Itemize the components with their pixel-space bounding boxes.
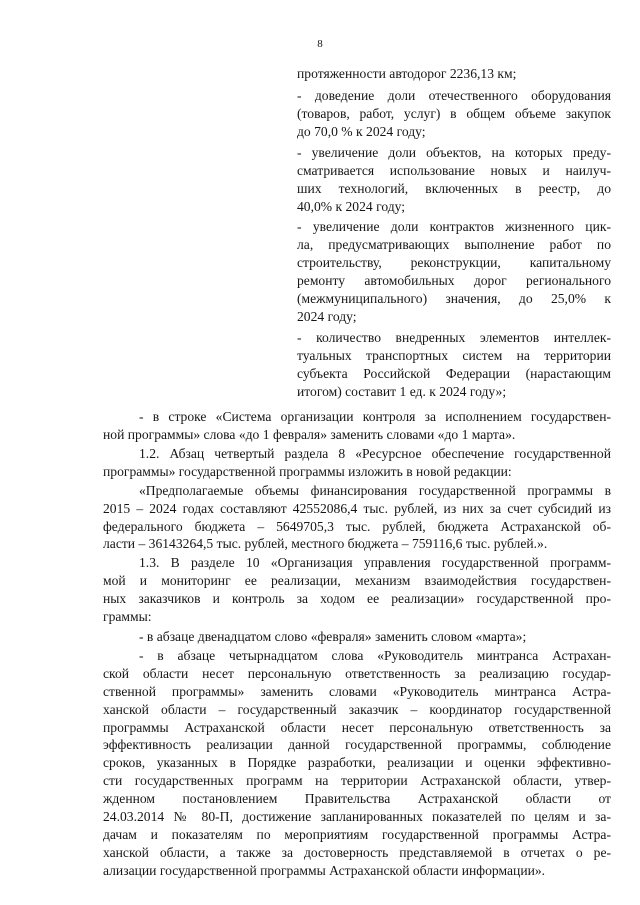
body-line: 1.3. В разделе 10 «Организация управления государственной программ- (139, 555, 611, 570)
right-column-line: 40,0% к 2024 году; (297, 199, 406, 214)
body-line: ханской области, а также за достоверность представляемой в отчетах о ре- (103, 845, 611, 860)
body-line: федерального бюджета – 5649705,3 тыс. рублей, бюджета Астраханской об- (103, 519, 611, 534)
right-column-line: (межмуниципального) значения, до 25,0% к (297, 291, 611, 306)
body-line: эффективность реализации данной государственной программы, соблюдение (103, 737, 611, 752)
body-line: мой и мониторинг ее реализации, механизм взаимодействия государствен- (103, 573, 611, 588)
right-column-line: строительству, реконструкции, капитальному (297, 255, 611, 270)
page-number: 8 (317, 38, 323, 50)
right-column-line: - количество внедренных элементов интеллек- (297, 330, 611, 345)
body-line: сроков, указанных в Порядке разработки, реализации и оценки эффективно- (103, 755, 611, 770)
body-line: ной программы» слова «до 1 февраля» заменить словами «до 1 марта». (103, 427, 516, 442)
body-line: - в абзаце четырнадцатом слова «Руководитель минтранса Астрахан- (139, 648, 611, 663)
body-line: программы Астраханской области несет персональную ответственность за (103, 720, 611, 735)
body-line: жденном постановлением Правительства Астраханской области от (103, 791, 611, 806)
body-line: граммы: (103, 609, 152, 624)
right-column-line: - увеличение доли объектов, на которых преду- (297, 145, 611, 160)
body-line: программы» государственной программы изложить в новой редакции: (103, 464, 512, 479)
body-line: «Предполагаемые объемы финансирования государственной программы в (139, 483, 611, 498)
right-column-line: до 70,0 % к 2024 году; (297, 124, 426, 139)
right-column-line: субъекта Российской Федерации (нарастающим (297, 366, 611, 381)
body-line: ласти – 36143264,5 тыс. рублей, местного бюджета – 759116,6 тыс. рублей.». (103, 536, 548, 551)
right-column-line: 2024 году; (297, 309, 357, 324)
right-column-line: итогом) составит 1 ед. к 2024 году»; (297, 384, 507, 399)
right-column-line: - увеличение доли контрактов жизненного цик- (297, 219, 611, 234)
body-line: дачам и показателям по мероприятиям государственной программы Астра- (103, 827, 611, 842)
right-column-line: ших технологий, включенных в реестр, до (297, 181, 611, 196)
body-line: ственной программы» заменить словами «Руководитель минтранса Астра- (103, 684, 611, 699)
body-line: ных заказчиков и контроль за ходом ее реализации» государственной про- (103, 591, 611, 606)
body-line: 24.03.2014 № 80-П, достижение запланированных показателей по целям и за- (103, 809, 611, 824)
body-line: - в абзаце двенадцатом слово «февраля» заменить словом «марта»; (139, 629, 527, 644)
body-line: сти государственных программ на территории Астраханской области, утвер- (103, 773, 611, 788)
body-line: ханской области – государственный заказчик – координатор государственной (103, 702, 611, 717)
body-line: ской области несет персональную ответственность за реализацию государ- (103, 666, 611, 681)
right-column-line: (товаров, работ, услуг) в общем объеме закупок (297, 106, 611, 121)
body-line: 2015 – 2024 годах составляют 42552086,4 тыс. рублей, из них за счет субсидий из (103, 501, 611, 516)
body-line: - в строке «Система организации контроля за исполнением государствен- (139, 409, 611, 424)
right-column-line: - доведение доли отечественного оборудования (297, 88, 611, 103)
right-column-line: ремонту автомобильных дорог регионального (297, 273, 611, 288)
right-column-line: ла, предусматривающих выполнение работ по (297, 237, 611, 252)
right-column-line: туальных транспортных систем на территории (297, 348, 611, 363)
body-line: 1.2. Абзац четвертый раздела 8 «Ресурсное обеспечение государственной (139, 446, 611, 461)
right-column-line: сматривается использование новых и наилуч- (297, 163, 611, 178)
right-column-line: протяженности автодорог 2236,13 км; (297, 66, 517, 81)
body-line: ализации государственной программы Астраханской области информации». (103, 863, 546, 878)
